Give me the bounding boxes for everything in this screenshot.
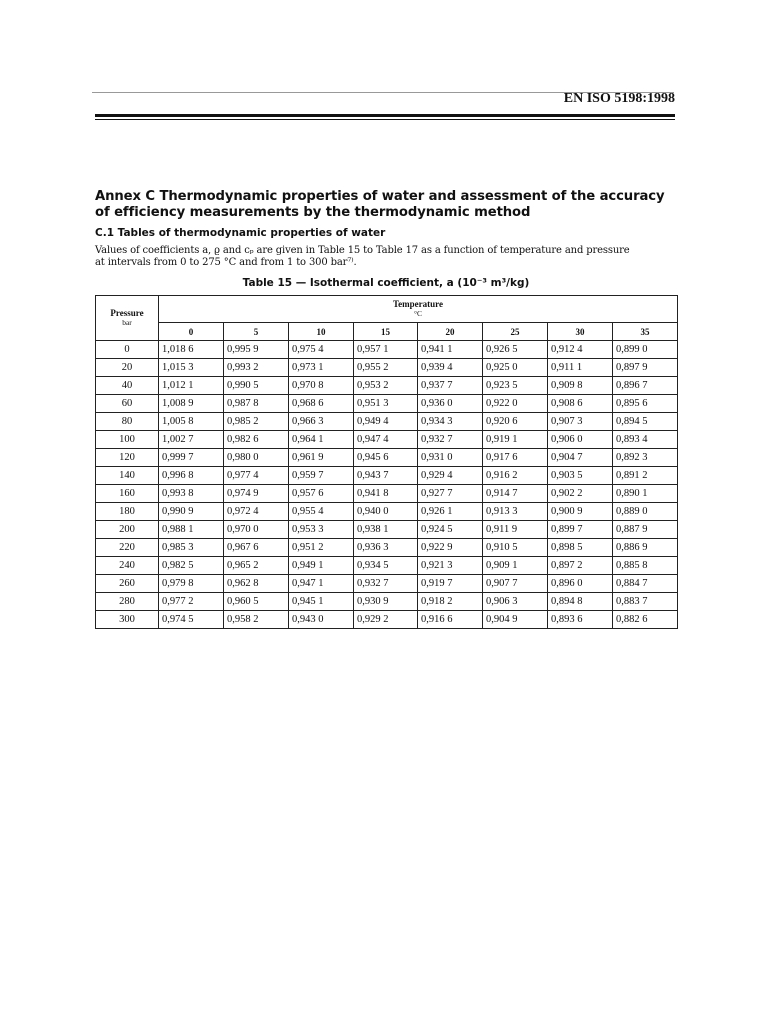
coefficient-cell: 0,919 1 <box>483 431 548 449</box>
coefficient-cell: 0,884 7 <box>613 575 678 593</box>
coefficient-cell: 1,015 3 <box>159 359 224 377</box>
table-header-row-1 <box>96 296 678 323</box>
coefficient-cell: 0,966 3 <box>289 413 354 431</box>
coefficient-cell: 0,977 4 <box>224 467 289 485</box>
coefficient-cell: 0,996 8 <box>159 467 224 485</box>
temperature-column-header: 15 <box>354 323 418 341</box>
coefficient-cell: 0,953 2 <box>354 377 418 395</box>
document-id: EN ISO 5198:1998 <box>563 91 675 106</box>
coefficient-cell: 0,914 7 <box>483 485 548 503</box>
intro-line-1: Values of coefficients a, ϱ and cₚ are given in Table 15 to Table 17 as a function of temperature and pressure <box>95 245 630 256</box>
coefficient-cell: 0,945 6 <box>354 449 418 467</box>
coefficient-cell: 0,907 3 <box>548 413 613 431</box>
temperature-unit: °C <box>413 309 422 318</box>
coefficient-cell: 0,929 4 <box>418 467 483 485</box>
coefficient-cell: 0,925 0 <box>483 359 548 377</box>
pressure-cell: 240 <box>96 557 159 575</box>
coefficient-cell: 0,930 9 <box>354 593 418 611</box>
pressure-cell: 80 <box>96 413 159 431</box>
pressure-cell: 40 <box>96 377 159 395</box>
coefficient-cell: 0,958 2 <box>224 611 289 629</box>
coefficient-cell: 0,904 7 <box>548 449 613 467</box>
pressure-label: Pressure <box>110 308 144 318</box>
coefficient-cell: 0,939 4 <box>418 359 483 377</box>
coefficient-cell: 0,947 4 <box>354 431 418 449</box>
coefficient-cell: 0,934 3 <box>418 413 483 431</box>
coefficient-cell: 0,919 7 <box>418 575 483 593</box>
intro-line-2: at intervals from 0 to 275 °C and from 1 to 300 bar⁷⁾. <box>95 257 357 268</box>
coefficient-cell: 0,902 2 <box>548 485 613 503</box>
coefficient-cell: 0,883 7 <box>613 593 678 611</box>
section-title: C.1 Tables of thermodynamic properties of water <box>95 227 386 239</box>
coefficient-cell: 0,993 8 <box>159 485 224 503</box>
pressure-cell: 0 <box>96 341 159 359</box>
coefficient-cell: 0,924 5 <box>418 521 483 539</box>
coefficient-cell: 0,957 6 <box>289 485 354 503</box>
temperature-column-header: 10 <box>289 323 354 341</box>
coefficient-cell: 0,920 6 <box>483 413 548 431</box>
coefficient-cell: 0,894 5 <box>613 413 678 431</box>
coefficient-cell: 1,005 8 <box>159 413 224 431</box>
coefficient-cell: 0,900 9 <box>548 503 613 521</box>
table-row <box>96 395 678 413</box>
coefficient-cell: 0,923 5 <box>483 377 548 395</box>
pressure-cell: 100 <box>96 431 159 449</box>
coefficient-cell: 0,951 2 <box>289 539 354 557</box>
coefficient-cell: 0,973 1 <box>289 359 354 377</box>
table-row <box>96 413 678 431</box>
coefficient-cell: 0,896 0 <box>548 575 613 593</box>
table-row <box>96 467 678 485</box>
coefficient-cell: 0,906 3 <box>483 593 548 611</box>
coefficient-cell: 0,922 9 <box>418 539 483 557</box>
table-row <box>96 341 678 359</box>
coefficient-cell: 0,887 9 <box>613 521 678 539</box>
coefficient-cell: 0,993 2 <box>224 359 289 377</box>
coefficient-cell: 0,911 1 <box>548 359 613 377</box>
coefficient-cell: 0,890 1 <box>613 485 678 503</box>
temperature-column-header: 30 <box>548 323 613 341</box>
coefficient-cell: 0,910 5 <box>483 539 548 557</box>
temperature-column-header: 0 <box>159 323 224 341</box>
coefficient-cell: 0,897 2 <box>548 557 613 575</box>
coefficient-cell: 0,999 7 <box>159 449 224 467</box>
temperature-column-header: 20 <box>418 323 483 341</box>
coefficient-cell: 0,957 1 <box>354 341 418 359</box>
temperature-column-header: 35 <box>613 323 678 341</box>
coefficient-cell: 0,941 1 <box>418 341 483 359</box>
coefficient-cell: 0,898 5 <box>548 539 613 557</box>
coefficient-cell: 0,967 6 <box>224 539 289 557</box>
table-row <box>96 593 678 611</box>
coefficient-cell: 0,891 2 <box>613 467 678 485</box>
coefficient-cell: 0,912 4 <box>548 341 613 359</box>
coefficient-cell: 0,982 5 <box>159 557 224 575</box>
coefficient-cell: 0,936 3 <box>354 539 418 557</box>
coefficient-cell: 0,903 5 <box>548 467 613 485</box>
pressure-unit: bar <box>122 318 132 327</box>
coefficient-cell: 0,985 3 <box>159 539 224 557</box>
coefficient-cell: 0,885 8 <box>613 557 678 575</box>
coefficient-cell: 0,927 7 <box>418 485 483 503</box>
coefficient-cell: 0,970 0 <box>224 521 289 539</box>
coefficient-cell: 0,892 3 <box>613 449 678 467</box>
coefficient-cell: 0,968 6 <box>289 395 354 413</box>
coefficient-cell: 0,895 6 <box>613 395 678 413</box>
table-row <box>96 377 678 395</box>
table-row <box>96 449 678 467</box>
coefficient-cell: 0,934 5 <box>354 557 418 575</box>
table-row <box>96 485 678 503</box>
coefficient-cell: 0,917 6 <box>483 449 548 467</box>
table-row <box>96 611 678 629</box>
coefficient-cell: 0,913 3 <box>483 503 548 521</box>
coefficient-cell: 0,975 4 <box>289 341 354 359</box>
coefficient-cell: 0,932 7 <box>354 575 418 593</box>
coefficient-cell: 0,974 9 <box>224 485 289 503</box>
temperature-values-row <box>96 323 678 341</box>
coefficient-cell: 0,945 1 <box>289 593 354 611</box>
table-row <box>96 539 678 557</box>
pressure-cell: 260 <box>96 575 159 593</box>
coefficient-cell: 0,899 7 <box>548 521 613 539</box>
coefficient-cell: 0,960 5 <box>224 593 289 611</box>
coefficient-cell: 0,916 2 <box>483 467 548 485</box>
coefficient-cell: 0,990 5 <box>224 377 289 395</box>
pressure-cell: 120 <box>96 449 159 467</box>
coefficient-cell: 0,904 9 <box>483 611 548 629</box>
coefficient-cell: 0,940 0 <box>354 503 418 521</box>
coefficient-cell: 0,937 7 <box>418 377 483 395</box>
coefficient-cell: 0,979 8 <box>159 575 224 593</box>
table-row <box>96 575 678 593</box>
coefficient-cell: 0,921 3 <box>418 557 483 575</box>
coefficient-cell: 0,947 1 <box>289 575 354 593</box>
coefficient-cell: 0,882 6 <box>613 611 678 629</box>
pressure-cell: 220 <box>96 539 159 557</box>
coefficient-cell: 1,012 1 <box>159 377 224 395</box>
coefficient-cell: 0,988 1 <box>159 521 224 539</box>
coefficient-cell: 0,889 0 <box>613 503 678 521</box>
coefficient-cell: 0,909 8 <box>548 377 613 395</box>
coefficient-cell: 0,941 8 <box>354 485 418 503</box>
coefficient-cell: 0,896 7 <box>613 377 678 395</box>
coefficient-cell: 0,955 4 <box>289 503 354 521</box>
coefficient-cell: 0,943 7 <box>354 467 418 485</box>
pressure-cell: 160 <box>96 485 159 503</box>
table-body <box>96 341 678 629</box>
coefficient-cell: 0,964 1 <box>289 431 354 449</box>
pressure-cell: 20 <box>96 359 159 377</box>
coefficient-cell: 0,897 9 <box>613 359 678 377</box>
coefficient-cell: 0,961 9 <box>289 449 354 467</box>
coefficient-cell: 0,932 7 <box>418 431 483 449</box>
table-row <box>96 431 678 449</box>
temperature-column-header: 5 <box>224 323 289 341</box>
pressure-cell: 60 <box>96 395 159 413</box>
table-row <box>96 359 678 377</box>
coefficient-cell: 0,893 4 <box>613 431 678 449</box>
coefficient-cell: 0,906 0 <box>548 431 613 449</box>
coefficient-cell: 0,974 5 <box>159 611 224 629</box>
table-caption: Table 15 — Isothermal coefficient, a (10⁻³ m³/kg) <box>242 277 530 289</box>
coefficient-cell: 0,962 8 <box>224 575 289 593</box>
coefficient-cell: 0,943 0 <box>289 611 354 629</box>
coefficient-cell: 0,949 4 <box>354 413 418 431</box>
coefficient-cell: 1,002 7 <box>159 431 224 449</box>
coefficient-cell: 0,911 9 <box>483 521 548 539</box>
pressure-cell: 200 <box>96 521 159 539</box>
coefficient-cell: 0,894 8 <box>548 593 613 611</box>
coefficient-cell: 0,926 5 <box>483 341 548 359</box>
temperature-label: Temperature <box>393 299 443 309</box>
coefficient-cell: 0,949 1 <box>289 557 354 575</box>
coefficient-cell: 0,886 9 <box>613 539 678 557</box>
coefficient-cell: 0,922 0 <box>483 395 548 413</box>
coefficient-cell: 0,982 6 <box>224 431 289 449</box>
coefficient-cell: 0,985 2 <box>224 413 289 431</box>
coefficient-cell: 0,951 3 <box>354 395 418 413</box>
table-row <box>96 521 678 539</box>
coefficient-cell: 0,965 2 <box>224 557 289 575</box>
coefficient-cell: 0,995 9 <box>224 341 289 359</box>
intro-paragraph <box>95 245 680 269</box>
coefficient-cell: 0,909 1 <box>483 557 548 575</box>
header-rule-thin <box>95 119 675 120</box>
pressure-header <box>96 296 159 341</box>
coefficient-cell: 0,931 0 <box>418 449 483 467</box>
coefficient-cell: 0,980 0 <box>224 449 289 467</box>
coefficient-cell: 0,972 4 <box>224 503 289 521</box>
coefficient-cell: 0,893 6 <box>548 611 613 629</box>
coefficient-cell: 0,926 1 <box>418 503 483 521</box>
pressure-cell: 300 <box>96 611 159 629</box>
coefficient-cell: 0,953 3 <box>289 521 354 539</box>
table-row <box>96 557 678 575</box>
temperature-header <box>159 296 678 323</box>
coefficient-cell: 0,955 2 <box>354 359 418 377</box>
isothermal-coefficient-table <box>95 295 678 629</box>
coefficient-cell: 0,907 7 <box>483 575 548 593</box>
table-row <box>96 503 678 521</box>
coefficient-cell: 0,929 2 <box>354 611 418 629</box>
coefficient-cell: 0,916 6 <box>418 611 483 629</box>
coefficient-cell: 1,008 9 <box>159 395 224 413</box>
coefficient-cell: 0,938 1 <box>354 521 418 539</box>
coefficient-cell: 1,018 6 <box>159 341 224 359</box>
coefficient-cell: 0,987 8 <box>224 395 289 413</box>
coefficient-cell: 0,918 2 <box>418 593 483 611</box>
temperature-column-header: 25 <box>483 323 548 341</box>
coefficient-cell: 0,990 9 <box>159 503 224 521</box>
coefficient-cell: 0,959 7 <box>289 467 354 485</box>
header-rule-thick <box>95 114 675 117</box>
annex-title: Annex C Thermodynamic properties of water and assessment of the accuracy of efficiency measurements by the thermodynamic method <box>95 189 665 220</box>
coefficient-cell: 0,936 0 <box>418 395 483 413</box>
coefficient-cell: 0,908 6 <box>548 395 613 413</box>
coefficient-cell: 0,899 0 <box>613 341 678 359</box>
pressure-cell: 140 <box>96 467 159 485</box>
pressure-cell: 180 <box>96 503 159 521</box>
pressure-cell: 280 <box>96 593 159 611</box>
coefficient-cell: 0,970 8 <box>289 377 354 395</box>
coefficient-cell: 0,977 2 <box>159 593 224 611</box>
